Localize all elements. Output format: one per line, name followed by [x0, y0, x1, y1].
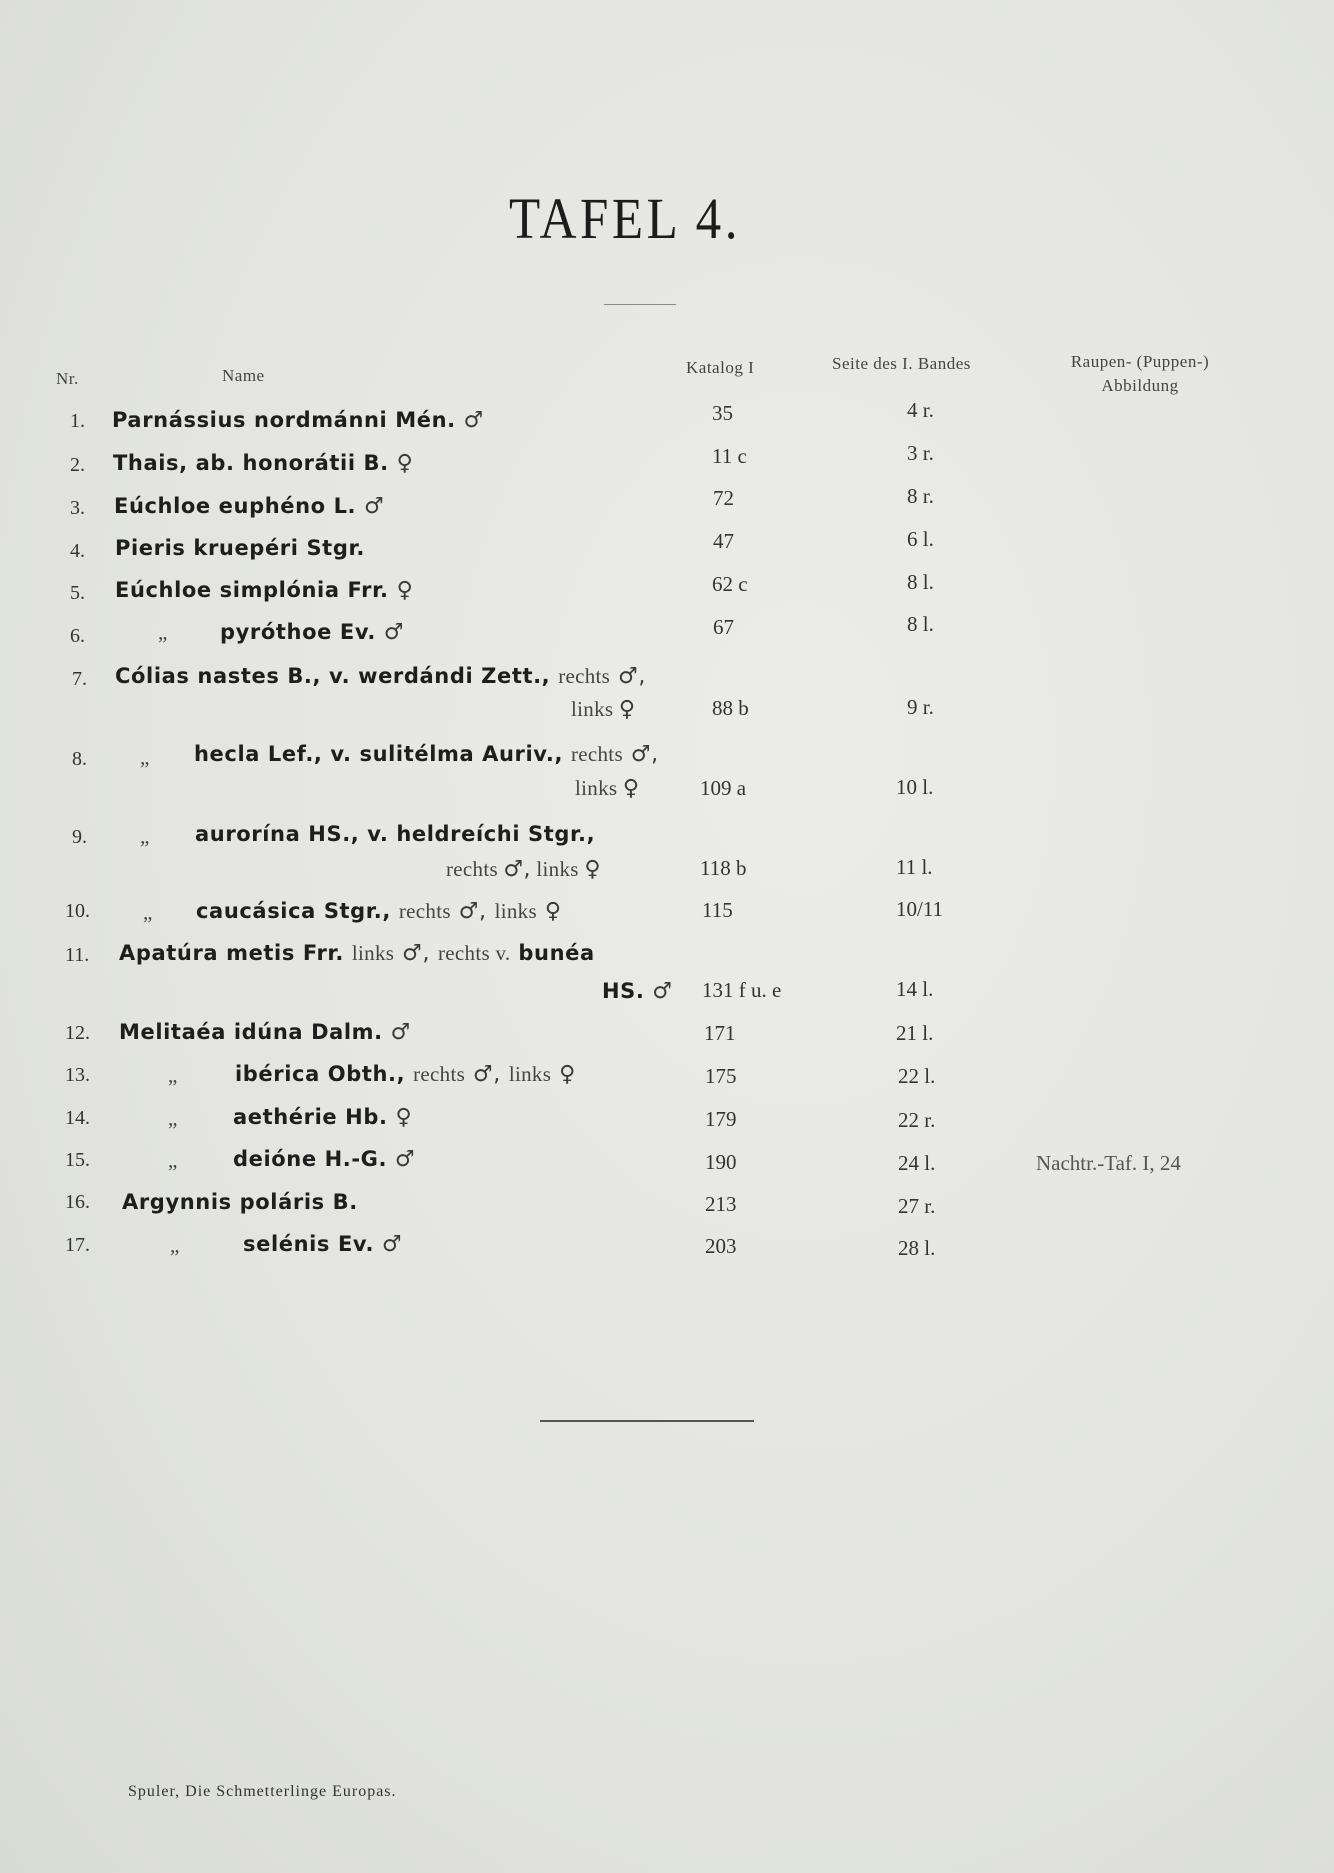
species-name	[194, 742, 659, 767]
continuation	[571, 697, 635, 722]
name-text: Melitaéa idúna Dalm.	[119, 1020, 383, 1044]
male-symbol: ♂,	[618, 664, 646, 689]
ditto-mark: „	[143, 900, 153, 924]
name-text: Cólias nastes B., v. werdándi Zett.,	[115, 664, 551, 688]
seite-value: 22 r.	[898, 1108, 936, 1132]
row-nr: 8.	[72, 748, 87, 770]
species-name	[115, 578, 413, 603]
name-text: aethérie Hb.	[233, 1105, 388, 1129]
species-name	[235, 1062, 576, 1087]
bottom-divider	[540, 1420, 754, 1422]
ditto-mark: „	[168, 1106, 178, 1130]
header-raupen	[1040, 350, 1240, 398]
seite-value: 3 r.	[907, 441, 934, 465]
species-name	[233, 1105, 412, 1130]
name-text: bunéa	[518, 941, 595, 965]
seite-value: 8 l.	[907, 570, 934, 594]
species-name	[115, 664, 646, 689]
katalog-value: 67	[713, 615, 734, 639]
species-name	[196, 899, 562, 924]
name-text: caucásica Stgr.,	[196, 899, 391, 923]
name-text: Apatúra metis Frr.	[119, 941, 344, 965]
katalog-value: 179	[705, 1107, 737, 1131]
links-label: links	[351, 941, 395, 965]
header-nr: Nr.	[56, 369, 79, 388]
male-symbol: ♂	[383, 620, 405, 645]
species-name	[220, 620, 404, 645]
katalog-value: 190	[705, 1150, 737, 1174]
row-nr: 16.	[65, 1191, 90, 1213]
katalog-value: 62 c	[712, 572, 748, 596]
ditto-mark: „	[168, 1063, 178, 1087]
seite-value: 11 l.	[896, 855, 933, 879]
species-name: Argynnis poláris B.	[122, 1190, 358, 1214]
rechts-label: rechts	[413, 1062, 466, 1086]
male-symbol: ♂,	[402, 941, 431, 966]
name-text: Eúchloe simplónia Frr.	[115, 578, 389, 602]
row-nr: 2.	[70, 454, 85, 476]
seite-value: 6 l.	[907, 527, 934, 551]
female-symbol: ♀	[622, 776, 640, 801]
species-name	[119, 1020, 411, 1045]
links-label: links	[494, 899, 537, 923]
katalog-value: 131 f u. e	[702, 978, 782, 1002]
male-symbol: ♂,	[503, 857, 531, 882]
header-katalog: Katalog I	[686, 358, 755, 377]
row-nr: 5.	[70, 582, 85, 604]
seite-value: 10 l.	[896, 775, 934, 799]
seite-value: 27 r.	[898, 1194, 936, 1218]
continuation	[446, 857, 601, 882]
title-divider	[604, 304, 676, 305]
row-nr: 11.	[65, 944, 90, 966]
species-name	[233, 1147, 415, 1172]
katalog-value: 47	[713, 529, 734, 553]
ditto-mark: „	[170, 1233, 180, 1257]
rechts-label: rechts	[570, 742, 623, 766]
row-nr: 9.	[72, 826, 87, 848]
rechts-label: rechts	[446, 857, 498, 881]
name-text: selénis Ev.	[243, 1232, 375, 1256]
male-symbol: ♂,	[630, 742, 659, 767]
row-nr: 12.	[65, 1022, 90, 1044]
male-symbol: ♂	[463, 408, 484, 433]
header-raupen-line1: Raupen- (Puppen-)	[1070, 352, 1210, 371]
ditto-mark: „	[168, 1148, 178, 1172]
row-nr: 6.	[70, 625, 85, 647]
katalog-value: 109 a	[700, 776, 747, 800]
male-symbol: ♂,	[472, 1062, 501, 1087]
female-symbol: ♀	[559, 1062, 576, 1087]
header-seite: Seite des I. Bandes	[832, 354, 971, 373]
header-name: Name	[222, 366, 265, 385]
name-text: Eúchloe euphéno L.	[114, 494, 357, 518]
header-raupen-line2: Abbildung	[1101, 376, 1179, 395]
seite-value: 21 l.	[896, 1021, 934, 1045]
name-text: deióne H.-G.	[233, 1147, 388, 1171]
name-text: Thais, ab. honorátii B.	[113, 451, 389, 475]
species-name	[114, 494, 384, 519]
continuation	[602, 979, 673, 1004]
female-symbol: ♀	[395, 1105, 413, 1130]
name-text: ibérica Obth.,	[235, 1062, 406, 1086]
male-symbol: ♂	[390, 1020, 411, 1045]
rechts-label: rechts	[558, 664, 611, 688]
footer-credit: Spuler, Die Schmetterlinge Europas.	[128, 1783, 397, 1800]
female-symbol: ♀	[618, 697, 636, 722]
row-nr: 17.	[65, 1234, 90, 1256]
row-nr: 1.	[70, 410, 85, 432]
rechts-label: rechts v.	[437, 941, 511, 965]
female-symbol: ♀	[544, 899, 562, 924]
seite-value: 14 l.	[896, 977, 934, 1001]
species-name: aurorína HS., v. heldreíchi Stgr.,	[195, 822, 596, 846]
ditto-mark: „	[140, 824, 150, 848]
name-text: Parnássius nordmánni Mén.	[112, 408, 456, 432]
male-symbol: ♂	[652, 979, 673, 1004]
katalog-value: 118 b	[700, 856, 747, 880]
links-label: links	[571, 697, 614, 721]
raupen-value: Nachtr.-Taf. I, 24	[1036, 1151, 1181, 1175]
author-text: HS.	[602, 979, 645, 1003]
row-nr: 4.	[70, 540, 85, 562]
species-name	[113, 451, 413, 476]
male-symbol: ♂	[364, 494, 385, 519]
seite-value: 8 l.	[907, 612, 934, 636]
katalog-value: 11 c	[712, 444, 747, 468]
links-label: links	[536, 857, 579, 881]
seite-value: 24 l.	[898, 1151, 936, 1175]
continuation	[575, 776, 639, 801]
links-label: links	[575, 776, 618, 800]
name-text: hecla Lef., v. sulitélma Auriv.,	[194, 742, 564, 766]
species-name: Pieris kruepéri Stgr.	[115, 536, 365, 560]
katalog-value: 171	[704, 1021, 736, 1045]
row-nr: 3.	[70, 497, 85, 519]
name-text: pyróthoe Ev.	[220, 620, 376, 644]
seite-value: 4 r.	[907, 398, 934, 422]
row-nr: 13.	[65, 1064, 90, 1086]
katalog-value: 213	[705, 1192, 737, 1216]
seite-value: 9 r.	[907, 695, 934, 719]
katalog-value: 203	[705, 1234, 737, 1258]
links-label: links	[508, 1062, 552, 1086]
male-symbol: ♂	[395, 1147, 416, 1172]
species-name	[243, 1232, 402, 1257]
ditto-mark: „	[140, 745, 150, 769]
katalog-value: 115	[702, 898, 733, 922]
row-nr: 7.	[72, 668, 87, 690]
row-nr: 15.	[65, 1149, 90, 1171]
female-symbol: ♀	[396, 451, 414, 476]
katalog-value: 88 b	[712, 696, 749, 720]
seite-value: 28 l.	[898, 1236, 936, 1260]
rechts-label: rechts	[398, 899, 451, 923]
katalog-value: 35	[712, 401, 733, 425]
page-title: TAFEL 4.	[508, 186, 741, 251]
row-nr: 14.	[65, 1107, 90, 1129]
katalog-value: 72	[713, 486, 734, 510]
male-symbol: ♂,	[458, 899, 487, 924]
female-symbol: ♀	[396, 578, 414, 603]
katalog-value: 175	[705, 1064, 737, 1088]
row-nr: 10.	[65, 900, 90, 922]
ditto-mark: „	[158, 620, 168, 644]
female-symbol: ♀	[584, 857, 601, 882]
seite-value: 10/11	[896, 897, 944, 921]
species-name	[119, 941, 595, 966]
male-symbol: ♂	[381, 1232, 403, 1257]
seite-value: 22 l.	[898, 1064, 936, 1088]
seite-value: 8 r.	[907, 484, 934, 508]
species-name	[112, 408, 484, 433]
